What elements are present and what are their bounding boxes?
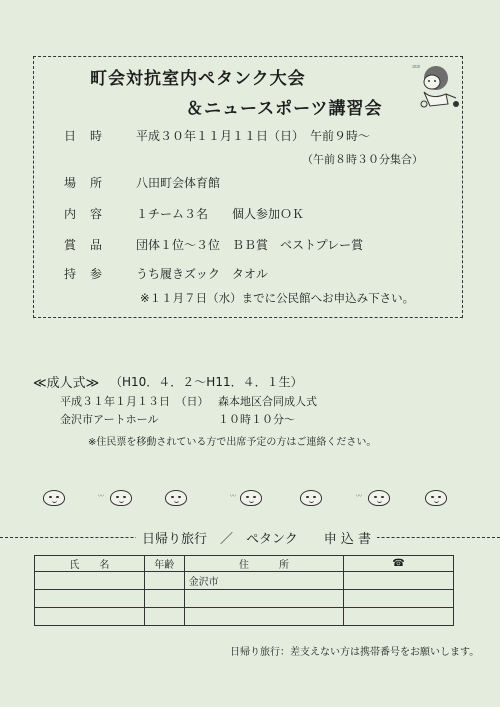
ceremony-birth-range: （H10．４．２〜H11．４．１生） xyxy=(110,375,303,389)
table-row xyxy=(35,608,454,626)
address-cell[interactable]: 金沢市 xyxy=(184,572,344,590)
svg-text:ｺﾛｺﾛ: ｺﾛｺﾛ xyxy=(412,64,420,69)
content-label: 内容 xyxy=(64,207,117,221)
ceremony-heading: ≪成人式≫ xyxy=(33,376,100,391)
content-value: １チーム３名 個人参加ＯＫ xyxy=(136,207,305,221)
smiling-bun-face-icon: 〰 xyxy=(98,493,105,500)
prize-label: 賞品 xyxy=(64,238,117,252)
date-value: 平成３０年１１月１１日（日） 午前９時〜 xyxy=(136,129,371,143)
smiling-bun-face-icon xyxy=(165,490,187,506)
address-column-header: 住 所 xyxy=(184,556,344,572)
age-cell[interactable] xyxy=(144,608,184,626)
smiling-bun-face-icon xyxy=(300,490,322,506)
ceremony-place: 金沢市アートホール xyxy=(60,413,159,426)
smiling-bun-face-icon xyxy=(368,490,390,506)
age-cell[interactable] xyxy=(144,572,184,590)
phone-cell[interactable] xyxy=(344,572,454,590)
table-row xyxy=(35,590,454,608)
venue-label: 場所 xyxy=(64,176,117,190)
smiling-bun-face-icon xyxy=(240,490,262,506)
name-column-header: 氏 名 xyxy=(35,556,145,572)
application-form-table xyxy=(34,555,454,626)
date-label: 日時 xyxy=(64,129,117,143)
ceremony-name: 森本地区合同成人式 xyxy=(218,395,317,408)
phone-cell[interactable] xyxy=(344,590,454,608)
footer-note: 日帰り旅行：差支えない方は携帯番号をお願いします。 xyxy=(230,647,480,658)
event-subtitle: ＆ニュースポーツ講習会 xyxy=(186,99,383,119)
smiling-bun-face-icon xyxy=(43,490,65,506)
table-header-row xyxy=(35,556,454,572)
ceremony-time: １０時１０分〜 xyxy=(218,413,295,426)
smiling-bun-face-icon xyxy=(110,490,132,506)
assembly-time-note: （午前８時３０分集合） xyxy=(302,153,423,166)
table-row xyxy=(35,572,454,590)
bring-label: 持参 xyxy=(64,267,117,281)
name-cell[interactable] xyxy=(35,590,145,608)
age-cell[interactable] xyxy=(144,590,184,608)
bring-value: うち履きズック タオル xyxy=(136,267,268,281)
ceremony-note: ※住民票を移動されている方で出席予定の方はご連絡ください。 xyxy=(88,437,377,448)
event-title: 町会対抗室内ペタンク大会 xyxy=(90,69,306,89)
smiling-bun-face-icon xyxy=(425,490,447,506)
address-cell[interactable] xyxy=(184,608,344,626)
deadline-note: ※１１月７日（水）までに公民館へお申込み下さい。 xyxy=(140,291,415,305)
venue-value: 八田町会体育館 xyxy=(136,176,221,190)
prize-value: 団体１位〜３位 ＢＢ賞 ベストプレー賞 xyxy=(136,238,364,252)
smiling-bun-face-icon: 〰 xyxy=(230,493,237,500)
form-title: 日帰り旅行 ／ ペタンク 申 込 書 xyxy=(136,528,377,547)
address-cell[interactable] xyxy=(184,590,344,608)
age-column-header: 年齢 xyxy=(144,556,184,572)
ceremony-date: 平成３１年１月１３日 （日） xyxy=(60,395,209,408)
smiling-bun-face-icon: 〰 xyxy=(356,493,363,500)
person-rolling-ball-icon xyxy=(410,60,462,112)
phone-column-header: ☎ xyxy=(344,556,454,572)
phone-cell[interactable] xyxy=(344,608,454,626)
name-cell[interactable] xyxy=(35,608,145,626)
name-cell[interactable] xyxy=(35,572,145,590)
